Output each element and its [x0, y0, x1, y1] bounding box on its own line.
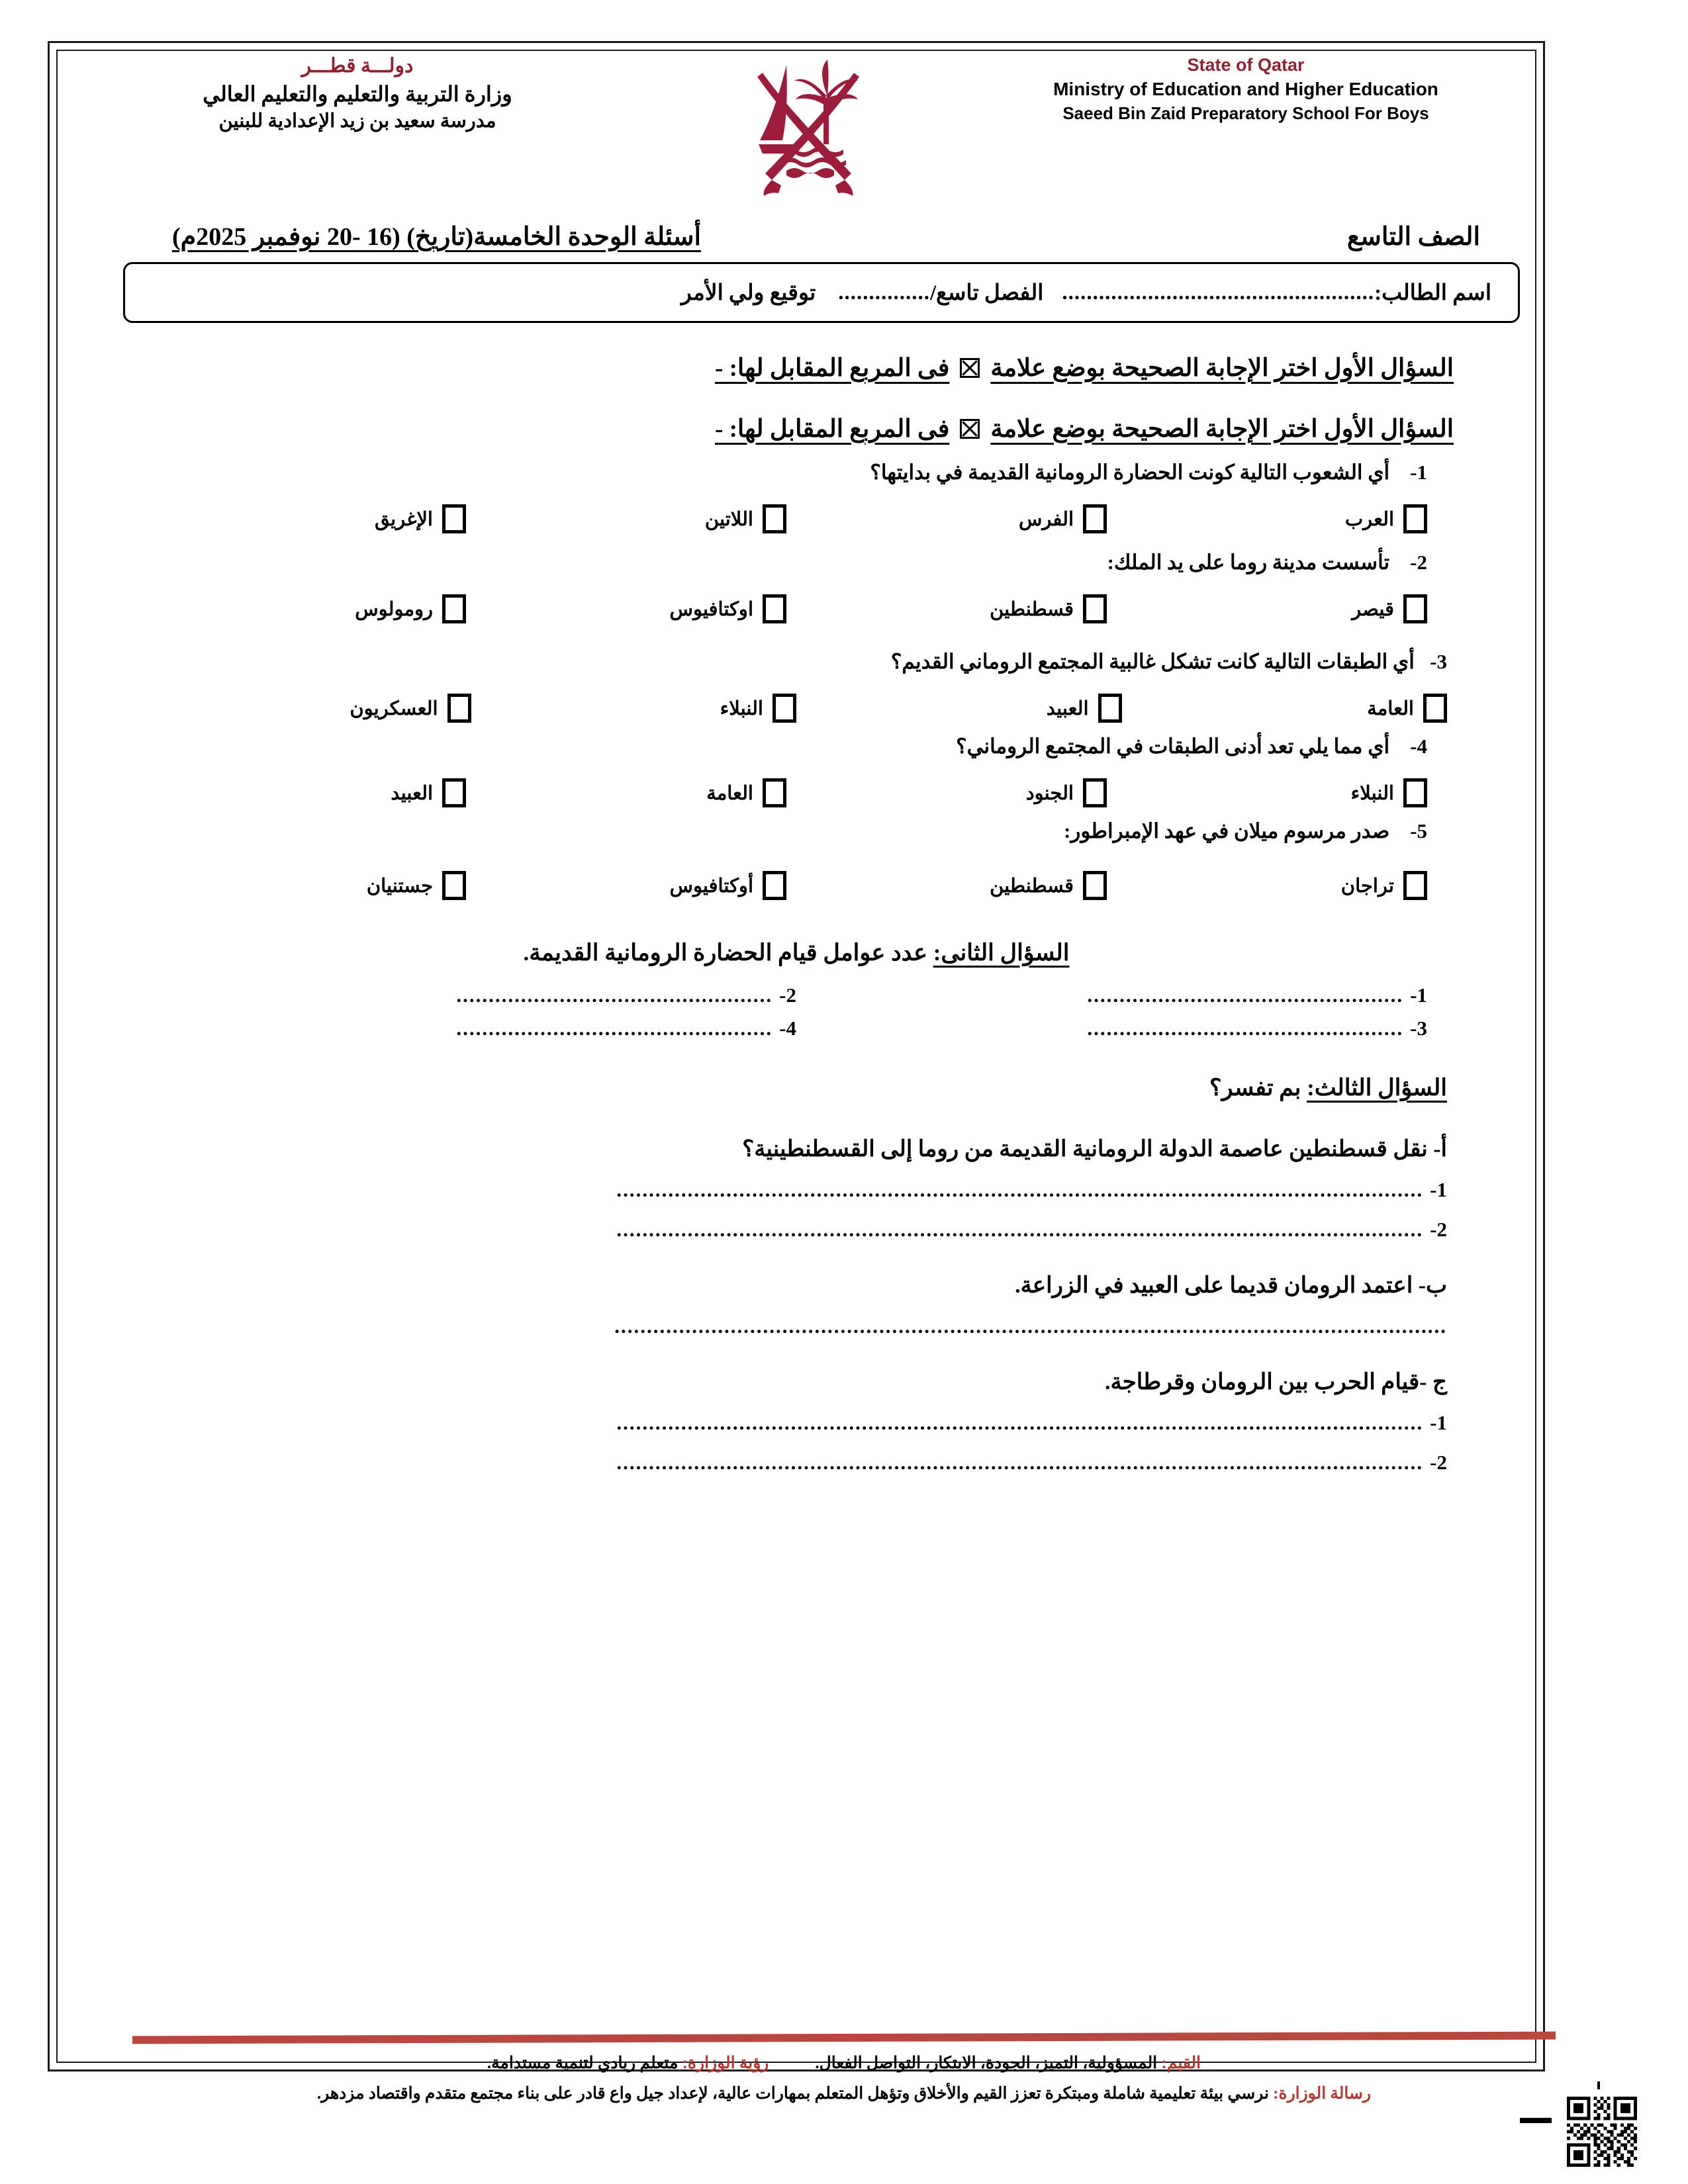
mcq-2-option-2-label: قسطنطين	[990, 598, 1074, 620]
question1-heading2-text-b: فى المربع المقابل لها: -	[715, 416, 950, 443]
document-content	[66, 53, 1526, 2078]
question3-text: بم تفسر؟	[1209, 1075, 1301, 1101]
mcq-1-option-3-label: اللاتين	[704, 508, 753, 530]
checkbox-icon[interactable]	[763, 778, 786, 807]
question1-heading2-text-a: السؤال الأول اختر الإجابة الصحيحة بوضع علامة	[990, 416, 1454, 443]
mcq-4-stem	[66, 735, 1526, 758]
question3-c-blank-2-line[interactable]: .............................................................................................................................	[616, 1451, 1424, 1474]
mcq-item-5	[66, 819, 1526, 900]
mcq-2-options	[66, 594, 1526, 623]
mcq-2-text: تأسست مدينة روما على يد الملك:	[1107, 551, 1390, 574]
header-arabic-block	[73, 53, 642, 134]
question1-heading-text-b: فى المربع المقابل لها: -	[715, 355, 950, 382]
mcq-1-option-1[interactable]	[1107, 504, 1427, 533]
question2-heading	[66, 940, 1526, 966]
student-class-input[interactable]: ...............	[838, 280, 931, 304]
mcq-2-number: 2-	[1410, 551, 1427, 574]
mcq-4-text: أي مما يلي تعد أدنى الطبقات في المجتمع الروماني؟	[956, 735, 1390, 758]
exam-title-row	[66, 222, 1526, 251]
x-mark-box-icon	[960, 358, 980, 378]
question3-c-blank-1-line[interactable]: .............................................................................................................................	[616, 1411, 1424, 1434]
checkbox-icon[interactable]	[763, 871, 786, 900]
checkbox-icon[interactable]	[1098, 694, 1122, 723]
header-state-en: State of Qatar	[1187, 55, 1305, 75]
checkbox-icon[interactable]	[442, 871, 466, 900]
question3-a-blank-1-number: 1-	[1430, 1178, 1447, 1201]
footer-values-text: المسؤولية، التميز، الجودة، الابتكار، التواصل الفعال.	[815, 2054, 1158, 2072]
mcq-4-option-1[interactable]	[1107, 778, 1427, 807]
mcq-1-number: 1-	[1410, 461, 1427, 484]
mcq-4-option-2-label: الجنود	[1025, 782, 1074, 804]
mcq-2-option-2[interactable]	[786, 594, 1107, 623]
mcq-2-option-1-label: قيصر	[1352, 598, 1394, 620]
checkbox-icon[interactable]	[442, 504, 466, 533]
question2-blank-2-number: 2-	[779, 983, 796, 1007]
student-info-box	[123, 262, 1520, 323]
checkbox-icon[interactable]	[442, 778, 466, 807]
document-header	[66, 53, 1526, 199]
footer-vision-text: متعلم ريادي لتنمية مستدامة.	[487, 2054, 679, 2072]
footer-vision-label: رؤية الوزارة:	[682, 2054, 769, 2072]
mcq-3-option-1[interactable]	[1122, 694, 1448, 723]
mcq-3-text: أي الطبقات التالية كانت تشكل غالبية المجتمع الروماني القديم؟	[890, 650, 1415, 673]
footer-text-block	[0, 2051, 1688, 2106]
mcq-1-option-4[interactable]	[146, 504, 466, 533]
header-school-ar: مدرسة سعيد بن زيد الإعدادية للبنين	[218, 110, 496, 132]
mcq-2-stem	[66, 551, 1526, 574]
mcq-5-option-3-label: أوكتافيوس	[669, 875, 753, 897]
footer-vision-values-row	[53, 2051, 1635, 2076]
checkbox-icon[interactable]	[1423, 694, 1447, 723]
mcq-1-option-4-label: الإغريق	[374, 508, 433, 530]
mcq-3-option-1-label: العامة	[1367, 698, 1414, 719]
mcq-4-option-4[interactable]	[146, 778, 466, 807]
mcq-3-stem	[66, 650, 1526, 674]
mcq-3-option-2[interactable]	[796, 694, 1122, 723]
mcq-4-option-1-label: النبلاء	[1350, 782, 1394, 804]
checkbox-icon[interactable]	[447, 694, 471, 723]
mcq-3-option-4-label: العسكريون	[350, 698, 438, 719]
question3-part-b-blank-1[interactable]	[66, 1314, 1526, 1338]
question2-blank-4[interactable]	[165, 1017, 796, 1040]
footer-values	[815, 2051, 1201, 2076]
question3-a-blank-2-number: 2-	[1430, 1218, 1447, 1241]
checkbox-icon[interactable]	[1083, 504, 1107, 533]
student-name-label: اسم الطالب:	[1374, 281, 1491, 305]
mcq-2-option-3[interactable]	[466, 594, 786, 623]
mcq-1-text: أي الشعوب التالية كونت الحضارة الرومانية القديمة في بدايتها؟	[870, 461, 1390, 484]
footer-vision	[487, 2051, 769, 2076]
x-mark-box-icon-2	[960, 419, 980, 439]
mcq-5-option-1-label: تراجان	[1340, 875, 1394, 897]
question3-label: السؤال الثالث:	[1307, 1075, 1447, 1101]
question3-a-blank-1-line[interactable]: .............................................................................................................................	[616, 1178, 1424, 1201]
document-footer	[0, 2034, 1688, 2106]
checkbox-icon[interactable]	[1083, 871, 1107, 900]
question3-part-c-blank-1[interactable]	[66, 1411, 1526, 1435]
question3-c-blank-1-number: 1-	[1430, 1411, 1447, 1434]
mcq-3-options	[66, 694, 1526, 723]
checkbox-icon[interactable]	[773, 694, 796, 723]
guardian-signature-label: توقيع ولي الأمر	[680, 281, 816, 305]
question2-blank-4-number: 4-	[779, 1017, 796, 1040]
mcq-5-option-4[interactable]	[146, 871, 466, 900]
checkbox-icon[interactable]	[1403, 504, 1427, 533]
mcq-2-option-1[interactable]	[1107, 594, 1427, 623]
mcq-5-option-3[interactable]	[466, 871, 786, 900]
mcq-item-4	[66, 735, 1526, 807]
footer-divider	[132, 2032, 1556, 2044]
mcq-5-option-2[interactable]	[786, 871, 1107, 900]
header-ministry-en: Ministry of Education and Higher Education	[1053, 79, 1438, 100]
checkbox-icon[interactable]	[763, 594, 786, 623]
qr-code-icon[interactable]	[1567, 2097, 1637, 2167]
question2-text: عدد عوامل قيام الحضارة الرومانية القديمة.	[523, 940, 927, 966]
question3-part-c-blank-2[interactable]	[66, 1451, 1526, 1475]
mcq-item-2	[66, 551, 1526, 623]
question2-label: السؤال الثانى:	[933, 940, 1070, 966]
mcq-5-text: صدر مرسوم ميلان في عهد الإمبراطور:	[1064, 819, 1390, 842]
qr-dash-mark	[1520, 2118, 1552, 2123]
question3-b-blank-1-line[interactable]: .................................................................................................................................	[614, 1314, 1447, 1338]
mcq-4-number: 4-	[1410, 735, 1427, 758]
question2-blank-2-line[interactable]: .................................................	[456, 983, 773, 1007]
footer-mission-row	[53, 2081, 1635, 2107]
mcq-3-option-3-label: النبلاء	[720, 698, 763, 719]
checkbox-icon[interactable]	[1403, 871, 1427, 900]
checkbox-icon[interactable]	[1083, 778, 1107, 807]
question2-blank-3-line[interactable]: .................................................	[1087, 1017, 1404, 1040]
mcq-5-options	[66, 871, 1526, 900]
mcq-5-option-1[interactable]	[1107, 871, 1427, 900]
question2-blank-3-number: 3-	[1410, 1017, 1427, 1040]
mcq-2-option-3-label: اوكتافيوس	[669, 598, 753, 620]
checkbox-icon[interactable]	[442, 594, 466, 623]
question2-blank-3[interactable]	[796, 1017, 1427, 1040]
question3-part-c-prompt: ج -قيام الحرب بين الرومان وقرطاجة.	[1105, 1370, 1447, 1394]
mcq-3-option-2-label: العبيد	[1046, 698, 1089, 719]
question3-part-a-blank-1[interactable]	[66, 1178, 1526, 1202]
question2-blank-1-number: 1-	[1410, 983, 1427, 1007]
student-class-label: الفصل تاسع/	[930, 281, 1044, 305]
question1-heading-first	[66, 353, 1526, 383]
mcq-1-option-2[interactable]	[786, 504, 1107, 533]
grade-label: الصف التاسع	[1346, 223, 1480, 251]
header-english-block	[974, 53, 1517, 125]
header-ministry-ar: وزارة التربية والتعليم والتعليم العالي	[203, 81, 512, 106]
question2-blanks-row-2	[66, 1017, 1526, 1040]
mcq-4-options	[66, 778, 1526, 807]
mcq-item-1	[66, 461, 1526, 533]
mcq-4-option-4-label: العبيد	[391, 782, 433, 804]
mcq-1-stem	[66, 461, 1526, 484]
mcq-5-option-4-label: جستنيان	[366, 875, 433, 897]
mcq-2-option-4-label: رومولوس	[355, 598, 433, 620]
mcq-3-number: 3-	[1430, 650, 1447, 673]
question2-blank-2[interactable]	[165, 983, 796, 1007]
question3-heading	[66, 1075, 1526, 1101]
mcq-1-option-1-label: العرب	[1344, 508, 1394, 530]
mcq-1-options	[66, 504, 1526, 533]
footer-values-label: القيم:	[1161, 2054, 1201, 2072]
mcq-3-option-3[interactable]	[471, 694, 797, 723]
qr-tick-mark	[1595, 2081, 1602, 2089]
question3-part-a-blank-2[interactable]	[66, 1218, 1526, 1242]
question1-heading-text-a: السؤال الأول اختر الإجابة الصحيحة بوضع علامة	[990, 355, 1454, 382]
mcq-4-option-3-label: العامة	[706, 782, 753, 804]
mcq-5-stem	[66, 819, 1526, 843]
footer-mission-label: رسالة الوزارة:	[1273, 2084, 1372, 2103]
mcq-1-option-2-label: الفرس	[1019, 508, 1074, 530]
question1-heading-second	[66, 414, 1526, 443]
mcq-1-option-3[interactable]	[466, 504, 786, 533]
mcq-2-option-4[interactable]	[146, 594, 466, 623]
header-state-ar: دولـــة قطـــر	[301, 55, 414, 77]
mcq-5-number: 5-	[1410, 819, 1427, 842]
mcq-5-option-2-label: قسطنطين	[990, 875, 1074, 897]
page-title: أسئلة الوحدة الخامسة(تاريخ) (16 -20 نوفمبر 2025م)	[172, 223, 701, 251]
checkbox-icon[interactable]	[1083, 594, 1107, 623]
mcq-3-option-4[interactable]	[146, 694, 471, 723]
checkbox-icon[interactable]	[1403, 778, 1427, 807]
question3-part-b-prompt: ب- اعتمد الرومان قديما على العبيد في الزراعة.	[1015, 1273, 1447, 1298]
question3-a-blank-2-line[interactable]: .............................................................................................................................	[616, 1218, 1424, 1241]
question3-c-blank-2-number: 2-	[1430, 1451, 1447, 1474]
student-name-input[interactable]: ...................................................	[1062, 280, 1375, 304]
question3-part-a-prompt: أ- نقل قسطنطين عاصمة الدولة الرومانية القديمة من روما إلى القسطنطينية؟	[742, 1137, 1447, 1161]
header-school-en: Saeed Bin Zaid Preparatory School For Boys	[1062, 103, 1429, 124]
mcq-item-3	[66, 650, 1526, 723]
question2-blank-4-line[interactable]: .................................................	[456, 1017, 773, 1040]
mcq-4-option-2[interactable]	[786, 778, 1107, 807]
question2-blanks-row-1	[66, 983, 1526, 1007]
qatar-emblem-icon	[735, 53, 881, 199]
question2-blank-1-line[interactable]: .................................................	[1087, 983, 1404, 1007]
mcq-4-option-3[interactable]	[466, 778, 786, 807]
footer-mission-text: نرسي بيئة تعليمية شاملة ومبتكرة تعزز القيم والأخلاق وتؤهل المتعلم بمهارات عالية، لإعداد جيل واع قادر على بناء مجتمع متقدم واقتصاد مزدهر.	[316, 2084, 1269, 2103]
question2-blank-1[interactable]	[796, 983, 1427, 1007]
checkbox-icon[interactable]	[1403, 594, 1427, 623]
checkbox-icon[interactable]	[763, 504, 786, 533]
